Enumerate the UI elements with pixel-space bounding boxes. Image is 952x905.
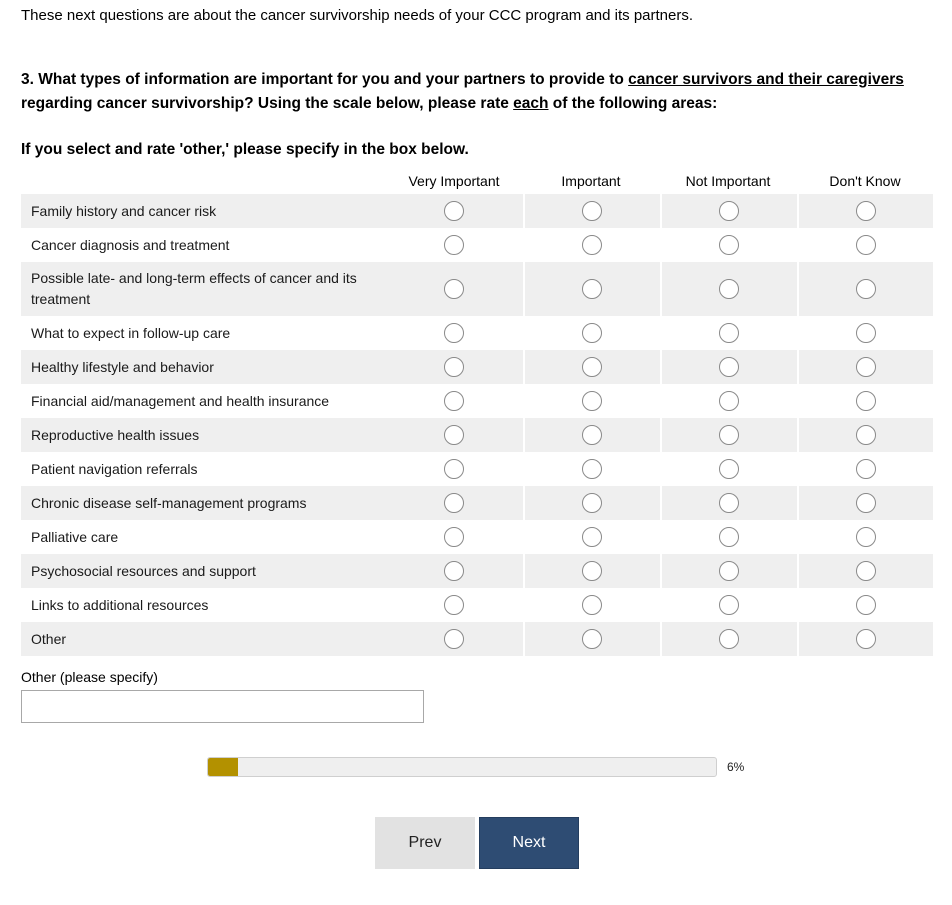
matrix-row <box>21 228 933 262</box>
matrix-cell-very-important <box>386 554 522 588</box>
matrix-row <box>21 622 933 656</box>
radio-not-important[interactable] <box>719 391 739 411</box>
radio-very-important[interactable] <box>444 493 464 513</box>
radio-dont-know[interactable] <box>856 629 876 649</box>
question-part-3: of the following areas: <box>548 95 718 112</box>
radio-important[interactable] <box>582 201 602 221</box>
matrix-cell-not-important <box>660 194 796 228</box>
matrix-cell-not-important <box>660 384 796 418</box>
matrix-cell-dont-know <box>797 384 933 418</box>
matrix-row <box>21 520 933 554</box>
matrix-cell-important <box>523 384 659 418</box>
matrix-cell-dont-know <box>797 588 933 622</box>
intro-text: These next questions are about the cancer survivorship needs of your CCC program and its partners. <box>21 7 694 24</box>
matrix-row-label: Palliative care <box>31 528 119 545</box>
radio-not-important[interactable] <box>719 201 739 221</box>
matrix-cell-dont-know <box>797 622 933 656</box>
other-specify-input[interactable] <box>21 690 424 723</box>
matrix-cell-very-important <box>386 316 522 350</box>
radio-not-important[interactable] <box>719 357 739 377</box>
matrix-row <box>21 262 933 316</box>
matrix-row <box>21 452 933 486</box>
question-underline-each: each <box>513 95 549 112</box>
matrix-cell-not-important <box>660 262 796 316</box>
radio-not-important[interactable] <box>719 493 739 513</box>
matrix-cell-dont-know <box>797 194 933 228</box>
matrix-cell-important <box>523 418 659 452</box>
radio-not-important[interactable] <box>719 527 739 547</box>
matrix-cell-dont-know <box>797 554 933 588</box>
matrix-row <box>21 384 933 418</box>
radio-not-important[interactable] <box>719 323 739 343</box>
radio-very-important[interactable] <box>444 391 464 411</box>
matrix-cell-dont-know <box>797 418 933 452</box>
matrix-row-label: Possible late- and long-term effects of cancer and its treatment <box>31 270 357 307</box>
matrix-cell-not-important <box>660 588 796 622</box>
matrix-cell-not-important <box>660 520 796 554</box>
radio-important[interactable] <box>582 561 602 581</box>
radio-important[interactable] <box>582 425 602 445</box>
matrix-cell-very-important <box>386 194 522 228</box>
matrix-cell-important <box>523 228 659 262</box>
radio-very-important[interactable] <box>444 425 464 445</box>
radio-important[interactable] <box>582 459 602 479</box>
question-text <box>21 68 946 116</box>
matrix-row <box>21 554 933 588</box>
column-header-important: Important <box>561 173 621 189</box>
progress-percent: 6% <box>727 760 745 774</box>
radio-very-important[interactable] <box>444 629 464 649</box>
radio-very-important[interactable] <box>444 235 464 255</box>
matrix-cell-dont-know <box>797 520 933 554</box>
radio-not-important[interactable] <box>719 425 739 445</box>
radio-very-important[interactable] <box>444 561 464 581</box>
matrix-cell-important <box>523 486 659 520</box>
matrix-cell-very-important <box>386 262 522 316</box>
radio-dont-know[interactable] <box>856 235 876 255</box>
matrix-cell-dont-know <box>797 262 933 316</box>
radio-important[interactable] <box>582 279 602 299</box>
instruction-text: If you select and rate 'other,' please specify in the box below. <box>21 141 469 158</box>
matrix-rows <box>21 194 933 656</box>
matrix-row <box>21 588 933 622</box>
radio-dont-know[interactable] <box>856 459 876 479</box>
radio-important[interactable] <box>582 235 602 255</box>
radio-important[interactable] <box>582 357 602 377</box>
matrix-cell-dont-know <box>797 350 933 384</box>
radio-very-important[interactable] <box>444 595 464 615</box>
radio-very-important[interactable] <box>444 279 464 299</box>
matrix-cell-important <box>523 554 659 588</box>
radio-not-important[interactable] <box>719 459 739 479</box>
radio-dont-know[interactable] <box>856 357 876 377</box>
matrix-row-label: What to expect in follow-up care <box>31 324 231 341</box>
matrix-cell-very-important <box>386 486 522 520</box>
radio-important[interactable] <box>582 493 602 513</box>
matrix-row-label: Healthy lifestyle and behavior <box>31 358 214 375</box>
radio-very-important[interactable] <box>444 357 464 377</box>
matrix-cell-not-important <box>660 452 796 486</box>
radio-not-important[interactable] <box>719 595 739 615</box>
column-header-very-important: Very Important <box>408 173 500 189</box>
matrix-cell-dont-know <box>797 452 933 486</box>
matrix-cell-dont-know <box>797 486 933 520</box>
matrix-cell-dont-know <box>797 316 933 350</box>
matrix-cell-important <box>523 350 659 384</box>
radio-dont-know[interactable] <box>856 493 876 513</box>
radio-important[interactable] <box>582 527 602 547</box>
matrix-row-label: Patient navigation referrals <box>31 460 198 477</box>
matrix-cell-very-important <box>386 622 522 656</box>
matrix-cell-very-important <box>386 384 522 418</box>
matrix-cell-very-important <box>386 350 522 384</box>
matrix-cell-not-important <box>660 228 796 262</box>
radio-dont-know[interactable] <box>856 201 876 221</box>
matrix-header <box>21 172 933 194</box>
matrix-row-label: Links to additional resources <box>31 596 209 613</box>
radio-important[interactable] <box>582 629 602 649</box>
radio-very-important[interactable] <box>444 201 464 221</box>
column-header-not-important: Not Important <box>685 173 771 189</box>
column-header-dont-know: Don't Know <box>829 173 901 189</box>
matrix-row-label: Reproductive health issues <box>31 426 200 443</box>
matrix-row-label: Other <box>31 630 67 647</box>
matrix-cell-not-important <box>660 316 796 350</box>
radio-dont-know[interactable] <box>856 391 876 411</box>
radio-dont-know[interactable] <box>856 279 876 299</box>
rating-matrix <box>21 172 933 656</box>
question-part-1: 3. What types of information are important for you and your partners to provide to <box>21 71 629 88</box>
matrix-row <box>21 486 933 520</box>
matrix-cell-not-important <box>660 486 796 520</box>
matrix-cell-very-important <box>386 452 522 486</box>
radio-dont-know[interactable] <box>856 527 876 547</box>
matrix-row <box>21 418 933 452</box>
matrix-row <box>21 316 933 350</box>
matrix-row-label: Psychosocial resources and support <box>31 562 256 579</box>
matrix-cell-very-important <box>386 520 522 554</box>
matrix-cell-important <box>523 194 659 228</box>
radio-dont-know[interactable] <box>856 595 876 615</box>
radio-very-important[interactable] <box>444 323 464 343</box>
radio-very-important[interactable] <box>444 527 464 547</box>
question-underline-survivors: cancer survivors and their caregivers <box>628 71 904 88</box>
matrix-cell-important <box>523 316 659 350</box>
matrix-row <box>21 350 933 384</box>
other-specify-label: Other (please specify) <box>21 669 158 685</box>
matrix-row-label: Chronic disease self-management programs <box>31 494 307 511</box>
progress-bar-fill <box>208 758 238 776</box>
radio-not-important[interactable] <box>719 629 739 649</box>
radio-not-important[interactable] <box>719 235 739 255</box>
radio-not-important[interactable] <box>719 561 739 581</box>
radio-very-important[interactable] <box>444 459 464 479</box>
matrix-cell-not-important <box>660 350 796 384</box>
matrix-cell-important <box>523 520 659 554</box>
matrix-cell-not-important <box>660 622 796 656</box>
progress-bar <box>207 757 717 777</box>
matrix-row-label: Financial aid/management and health insurance <box>31 392 330 409</box>
matrix-cell-not-important <box>660 418 796 452</box>
matrix-cell-very-important <box>386 228 522 262</box>
matrix-cell-dont-know <box>797 228 933 262</box>
radio-important[interactable] <box>582 595 602 615</box>
matrix-cell-important <box>523 262 659 316</box>
matrix-cell-important <box>523 622 659 656</box>
matrix-row-label: Cancer diagnosis and treatment <box>31 236 230 253</box>
matrix-cell-important <box>523 452 659 486</box>
matrix-cell-very-important <box>386 418 522 452</box>
question-part-2: regarding cancer survivorship? Using the scale below, please rate <box>21 95 514 112</box>
next-button[interactable]: Next <box>479 817 579 869</box>
radio-dont-know[interactable] <box>856 425 876 445</box>
matrix-cell-very-important <box>386 588 522 622</box>
matrix-row-label: Family history and cancer risk <box>31 202 217 219</box>
matrix-row <box>21 194 933 228</box>
radio-important[interactable] <box>582 323 602 343</box>
matrix-cell-important <box>523 588 659 622</box>
radio-dont-know[interactable] <box>856 323 876 343</box>
prev-button[interactable]: Prev <box>375 817 475 869</box>
radio-important[interactable] <box>582 391 602 411</box>
radio-not-important[interactable] <box>719 279 739 299</box>
matrix-cell-not-important <box>660 554 796 588</box>
radio-dont-know[interactable] <box>856 561 876 581</box>
